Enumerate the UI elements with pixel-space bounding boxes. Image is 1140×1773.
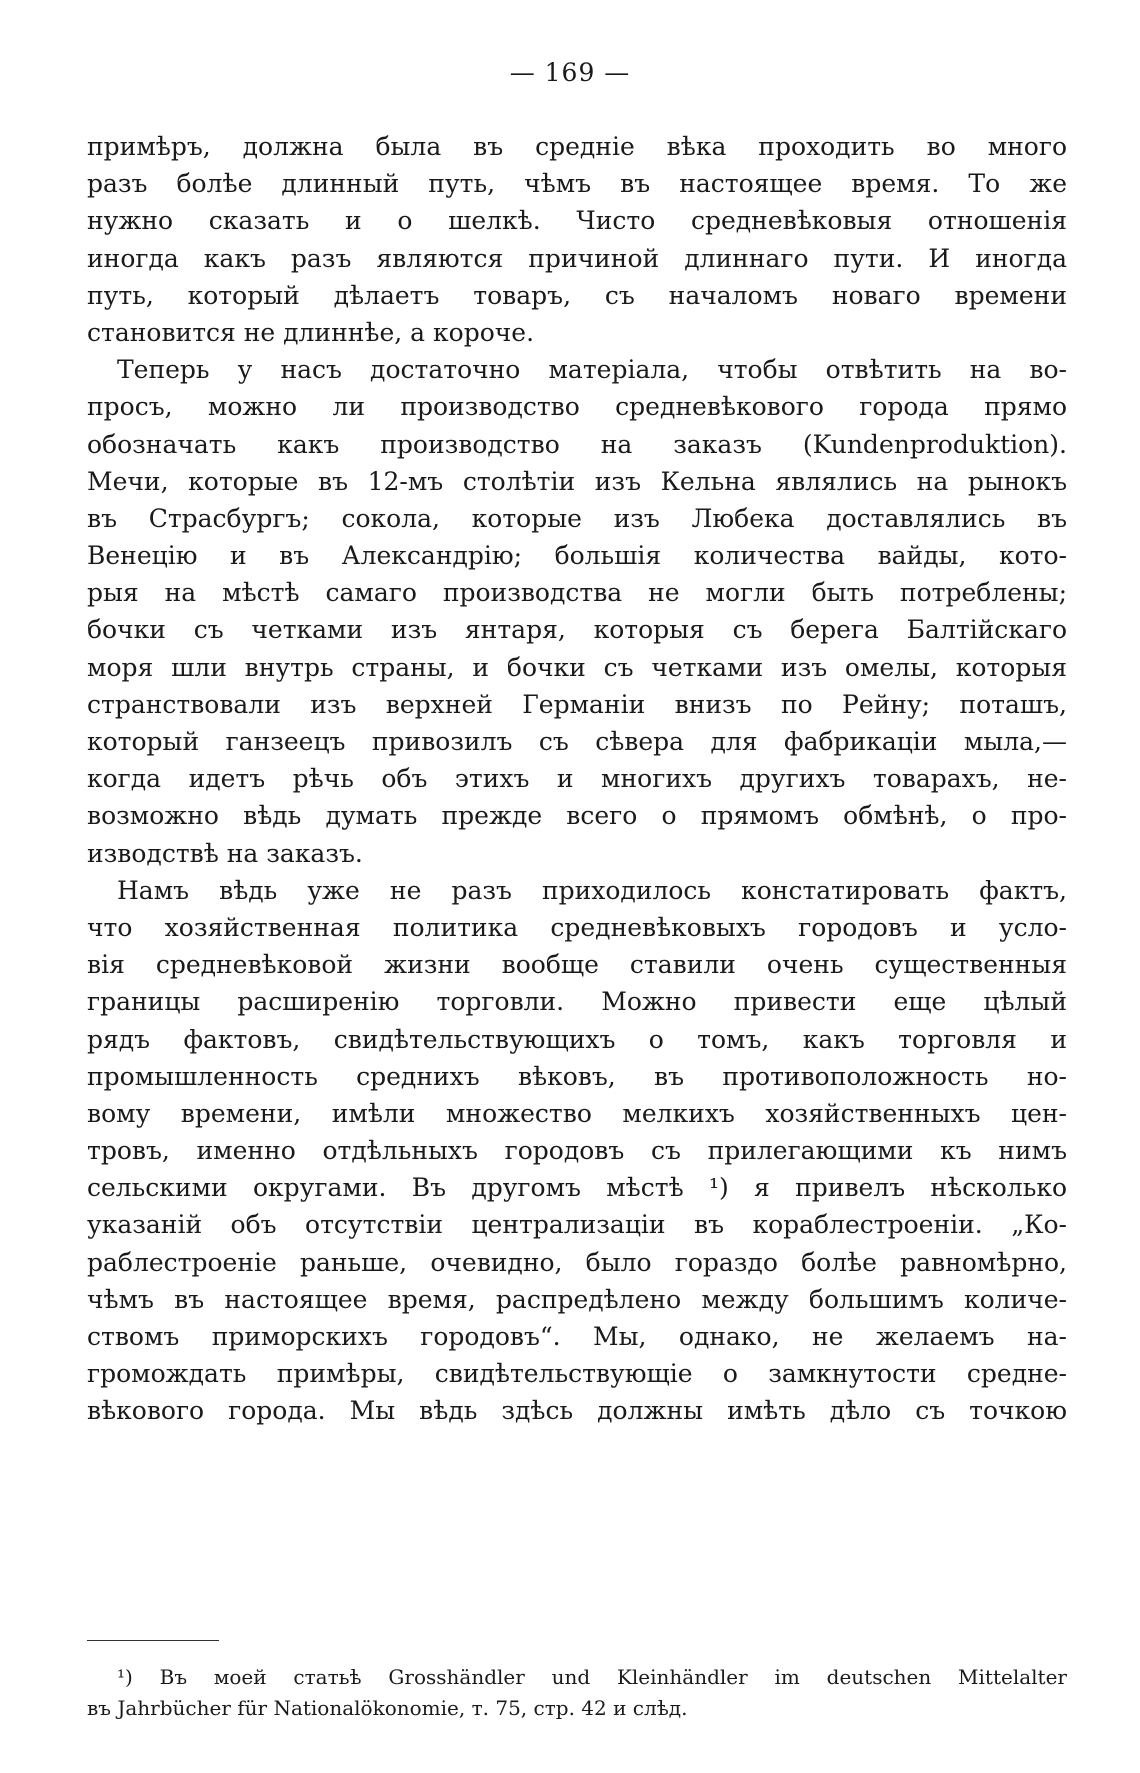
text-line: иногда какъ разъ являются причиной длиннаго пути. И иногда bbox=[87, 243, 1067, 273]
paragraph-3 bbox=[87, 872, 1067, 1430]
text-line: вому времени, имѣли множество мелкихъ хозяйственныхъ цен- bbox=[87, 1098, 1067, 1128]
text-line: нужно сказать и о шелкѣ. Чисто средневѣковыя отношенія bbox=[87, 206, 1067, 236]
text-line: путь, который дѣлаетъ товаръ, съ началомъ новаго времени bbox=[87, 280, 1067, 310]
text-line: рыя на мѣстѣ самаго производства не могли быть потреблены; bbox=[87, 578, 1067, 608]
page-number: — 169 — bbox=[509, 58, 631, 87]
text-line: тровъ, именно отдѣльныхъ городовъ съ прилегающими къ нимъ bbox=[87, 1136, 1067, 1166]
text-line: просъ, можно ли производство средневѣкового города прямо bbox=[87, 392, 1067, 422]
text-line: раблестроеніе раньше, очевидно, было гораздо болѣе равномѣрно, bbox=[87, 1247, 1067, 1277]
text-line: моря шли внутрь страны, и бочки съ четками изъ омелы, которыя bbox=[87, 652, 1067, 682]
text-line: становится не длиннѣе, а короче. bbox=[87, 317, 535, 347]
footnote-divider bbox=[87, 1640, 219, 1641]
text-line: странствовали изъ верхней Германіи внизъ по Рейну; поташъ, bbox=[87, 689, 1067, 719]
text-line: который ганзеецъ привозилъ съ сѣвера для фабрикаціи мыла,— bbox=[87, 727, 1067, 756]
text-line: указаній объ отсутствіи централизаціи въ кораблестроеніи. „Ко- bbox=[87, 1210, 1067, 1240]
text-line: Мечи, которые въ 12-мъ столѣтіи изъ Кельна являлись на рынокъ bbox=[87, 466, 1067, 496]
text-line: вія средневѣковой жизни вообще ставили очень существенныя bbox=[87, 950, 1067, 980]
text-line: ствомъ приморскихъ городовъ“. Мы, однако, не желаемъ на- bbox=[87, 1322, 1067, 1351]
text-line: бочки съ четками изъ янтаря, которыя съ берега Балтійскаго bbox=[87, 615, 1067, 645]
text-line: Теперь у насъ достаточно матеріала, чтобы отвѣтить на во- bbox=[117, 355, 1067, 385]
text-line: разъ болѣе длинный путь, чѣмъ въ настоящее время. То же bbox=[87, 169, 1067, 199]
footnote-line: ¹) Въ моей статьѣ Grosshändler und Kleinhändler im deutschen Mittelalter bbox=[117, 1665, 1067, 1689]
text-line: когда идетъ рѣчь объ этихъ и многихъ другихъ товарахъ, не- bbox=[87, 764, 1067, 794]
text-line: вѣкового города. Мы вѣдь здѣсь должны имѣть дѣло съ точкою bbox=[87, 1396, 1067, 1426]
text-line: въ Страсбургъ; сокола, которые изъ Любека доставлялись въ bbox=[87, 503, 1067, 533]
text-line: что хозяйственная политика средневѣковыхъ городовъ и усло- bbox=[87, 912, 1067, 942]
text-line: промышленность среднихъ вѣковъ, въ противоположность но- bbox=[87, 1061, 1067, 1091]
text-line: Намъ вѣдь уже не разъ приходилось констатировать фактъ, bbox=[117, 875, 1067, 905]
text-line: изводствѣ на заказъ. bbox=[87, 838, 363, 868]
paragraph-2 bbox=[87, 351, 1067, 872]
text-line: возможно вѣдь думать прежде всего о прямомъ обмѣнѣ, о про- bbox=[87, 801, 1067, 831]
main-text bbox=[87, 128, 1067, 1430]
text-line: границы расширенію торговли. Можно привести еще цѣлый bbox=[87, 987, 1067, 1017]
text-line: примѣръ, должна была въ средніе вѣка проходить во много bbox=[87, 132, 1067, 161]
paragraph-1 bbox=[87, 128, 1067, 351]
text-line: чѣмъ въ настоящее время, распредѣлено между большимъ количе- bbox=[87, 1284, 1067, 1314]
text-line: обозначать какъ производство на заказъ (Kundenproduktion). bbox=[87, 429, 1067, 459]
text-line: сельскими округами. Въ другомъ мѣстѣ ¹) я привелъ нѣсколько bbox=[87, 1173, 1067, 1203]
text-line: громождать примѣры, свидѣтельствующіе о замкнутости средне- bbox=[87, 1359, 1067, 1389]
footnotes bbox=[87, 1662, 1067, 1724]
footnote-line: въ Jahrbücher für Nationalökonomie, т. 75, стр. 42 и слѣд. bbox=[87, 1696, 688, 1720]
text-line: рядъ фактовъ, свидѣтельствующихъ о томъ, какъ торговля и bbox=[87, 1024, 1067, 1054]
text-line: Венецію и въ Александрію; большія количества вайды, кото- bbox=[87, 541, 1067, 571]
